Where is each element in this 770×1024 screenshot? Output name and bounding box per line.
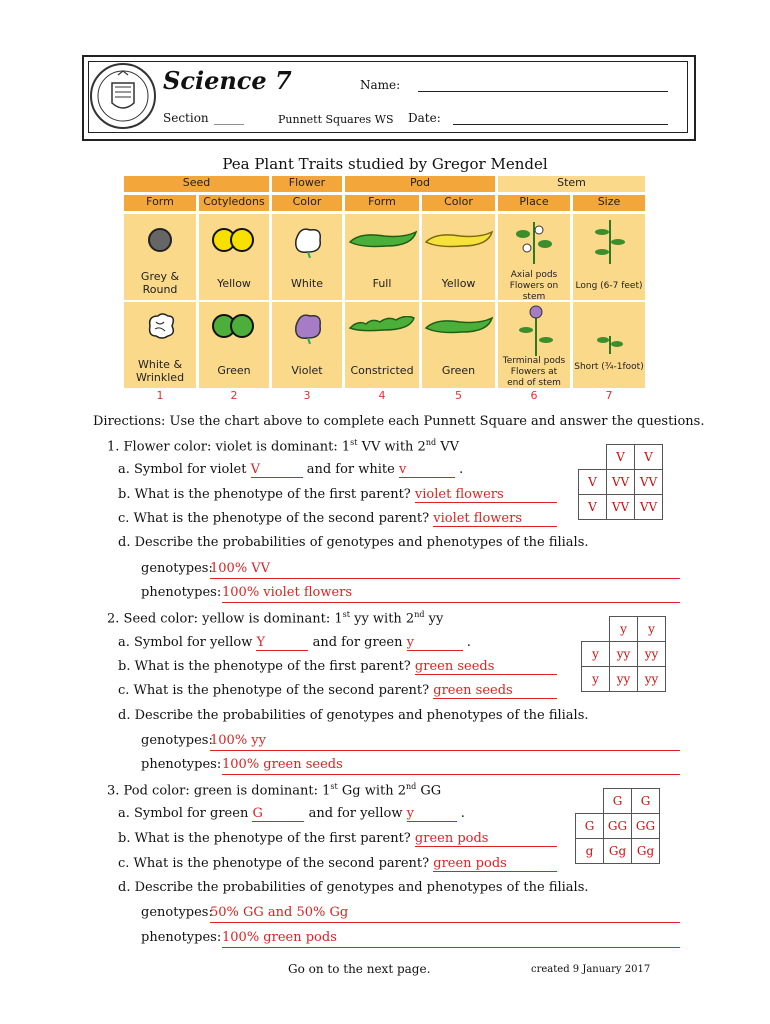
trait-chart bbox=[124, 176, 645, 404]
ps-cell: G bbox=[632, 789, 660, 814]
date-field[interactable] bbox=[453, 124, 668, 125]
trait-number: 4 bbox=[378, 389, 386, 402]
footer-created: created 9 January 2017 bbox=[531, 964, 651, 975]
q1-punnett-square bbox=[578, 444, 663, 520]
ps-cell[interactable]: VV bbox=[635, 495, 663, 520]
q1-c-answer[interactable]: violet flowers bbox=[433, 511, 557, 527]
axial-stem-icon bbox=[509, 218, 559, 266]
ps-cell: G bbox=[576, 814, 604, 839]
q1-white-symbol[interactable]: v bbox=[399, 462, 455, 478]
q3-c-answer[interactable]: green pods bbox=[433, 856, 557, 872]
label-constricted-pod: Constricted bbox=[350, 364, 414, 377]
grey-round-seed-icon bbox=[146, 226, 174, 254]
sub-flower-color: Color bbox=[272, 195, 342, 211]
section-field[interactable]: _____ bbox=[214, 111, 244, 125]
q1-phenotypes-label: phenotypes: bbox=[141, 585, 222, 600]
ps-cell: y bbox=[610, 617, 638, 642]
ps-cell[interactable]: VV bbox=[635, 470, 663, 495]
label-violet-flower: Violet bbox=[291, 364, 323, 377]
q1-d: d. Describe the probabilities of genotypes and phenotypes of the filials. bbox=[118, 535, 589, 550]
label-yellow-cotyledon: Yellow bbox=[217, 277, 251, 290]
violet-flower-icon bbox=[290, 308, 326, 344]
footer-next-page: Go on to the next page. bbox=[288, 962, 431, 976]
trait-number: 7 bbox=[605, 389, 613, 402]
ps-cell: V bbox=[607, 445, 635, 470]
yellow-cotyledon-icon bbox=[210, 226, 258, 254]
sub-place: Place bbox=[498, 195, 570, 211]
q1-b: b. What is the phenotype of the first parent? violet flowers bbox=[118, 487, 557, 503]
ps-cell[interactable]: VV bbox=[607, 470, 635, 495]
q3-d: d. Describe the probabilities of genotypes and phenotypes of the filials. bbox=[118, 880, 589, 895]
ps-cell[interactable]: VV bbox=[607, 495, 635, 520]
ps-cell[interactable]: Gg bbox=[604, 839, 632, 864]
trait-number: 1 bbox=[156, 389, 164, 402]
label-axial: Axial pods Flowers on stem bbox=[509, 270, 559, 302]
q2-heading: 2. Seed color: yellow is dominant: 1st yy with 2nd yy bbox=[107, 610, 444, 627]
date-label: Date: bbox=[408, 111, 441, 125]
label-green-pod: Green bbox=[441, 364, 476, 377]
ps-cell: y bbox=[582, 667, 610, 692]
ps-cell: V bbox=[579, 470, 607, 495]
terminal-stem-icon bbox=[514, 304, 558, 358]
q1-heading: 1. Flower color: violet is dominant: 1st VV with 2nd VV bbox=[107, 438, 460, 455]
q1-violet-symbol[interactable]: V bbox=[251, 462, 303, 478]
sub-cotyledons: Cotyledons bbox=[199, 195, 269, 211]
group-seed: Seed bbox=[124, 176, 269, 192]
q2-b-answer[interactable]: green seeds bbox=[415, 659, 557, 675]
worksheet-name: Punnett Squares WS bbox=[278, 113, 394, 126]
ps-cell[interactable]: yy bbox=[638, 667, 666, 692]
ps-cell[interactable]: yy bbox=[638, 642, 666, 667]
group-pod: Pod bbox=[345, 176, 495, 192]
label-short: Short (¾-1foot) bbox=[574, 362, 644, 372]
white-flower-icon bbox=[290, 222, 326, 258]
ps-cell[interactable]: yy bbox=[610, 642, 638, 667]
q2-green-symbol[interactable]: y bbox=[407, 635, 463, 651]
page-title: Science 7 bbox=[163, 66, 292, 95]
ps-cell[interactable]: Gg bbox=[632, 839, 660, 864]
q2-c-answer[interactable]: green seeds bbox=[433, 683, 557, 699]
q3-b: b. What is the phenotype of the first parent? green pods bbox=[118, 831, 557, 847]
directions: Directions: Use the chart above to complete each Punnett Square and answer the questions. bbox=[93, 414, 705, 429]
label-full-pod: Full bbox=[372, 277, 392, 290]
name-field[interactable] bbox=[418, 91, 668, 92]
chart-row-divider bbox=[124, 300, 645, 302]
ps-cell[interactable]: yy bbox=[610, 667, 638, 692]
q3-phenotypes-answer[interactable]: 100% green pods bbox=[222, 930, 680, 948]
sub-pod-color: Color bbox=[422, 195, 495, 211]
q2-yellow-symbol[interactable]: Y bbox=[256, 635, 308, 651]
sub-size: Size bbox=[573, 195, 645, 211]
group-stem: Stem bbox=[498, 176, 645, 192]
q1-a: a. Symbol for violet V and for white v . bbox=[118, 462, 464, 477]
q2-phenotypes-label: phenotypes: bbox=[141, 757, 222, 772]
trait-number: 3 bbox=[303, 389, 311, 402]
long-stem-icon bbox=[590, 218, 630, 266]
sub-pod-form: Form bbox=[345, 195, 419, 211]
short-stem-icon bbox=[594, 332, 626, 356]
q3-genotypes-answer[interactable]: 50% GG and 50% Gg bbox=[210, 905, 680, 923]
group-flower: Flower bbox=[272, 176, 342, 192]
label-yellow-pod: Yellow bbox=[441, 277, 476, 290]
q2-phenotypes-answer[interactable]: 100% green seeds bbox=[222, 757, 680, 775]
q3-punnett-square bbox=[575, 788, 660, 864]
sub-form: Form bbox=[124, 195, 196, 211]
q2-b: b. What is the phenotype of the first parent? green seeds bbox=[118, 659, 557, 675]
trait-number: 2 bbox=[230, 389, 238, 402]
ps-cell: g bbox=[576, 839, 604, 864]
wrinkled-seed-icon bbox=[144, 310, 176, 340]
label-white-flower: White bbox=[291, 277, 323, 290]
name-label: Name: bbox=[360, 78, 401, 92]
q1-genotypes-answer[interactable]: 100% VV bbox=[210, 561, 680, 579]
full-pod-icon bbox=[348, 230, 418, 252]
ps-cell: V bbox=[579, 495, 607, 520]
school-seal-icon bbox=[88, 61, 158, 131]
label-green-cotyledon: Green bbox=[217, 364, 251, 377]
q3-b-answer[interactable]: green pods bbox=[415, 831, 557, 847]
ps-cell[interactable]: GG bbox=[632, 814, 660, 839]
label-long: Long (6-7 feet) bbox=[575, 281, 643, 291]
q2-c: c. What is the phenotype of the second parent? green seeds bbox=[118, 683, 557, 699]
ps-cell: G bbox=[604, 789, 632, 814]
ps-cell: V bbox=[635, 445, 663, 470]
q3-heading: 3. Pod color: green is dominant: 1st Gg with 2nd GG bbox=[107, 782, 442, 799]
q3-c: c. What is the phenotype of the second parent? green pods bbox=[118, 856, 557, 872]
trait-number: 6 bbox=[530, 389, 538, 402]
green-pod-icon bbox=[424, 316, 494, 338]
ps-cell: y bbox=[582, 642, 610, 667]
q3-a: a. Symbol for green G and for yellow y . bbox=[118, 806, 465, 821]
chart-title: Pea Plant Traits studied by Gregor Mendel bbox=[222, 155, 548, 173]
q2-punnett-square bbox=[581, 616, 666, 692]
q1-c: c. What is the phenotype of the second parent? violet flowers bbox=[118, 511, 557, 527]
q2-d: d. Describe the probabilities of genotypes and phenotypes of the filials. bbox=[118, 708, 589, 723]
q2-genotypes-label: genotypes: bbox=[141, 733, 213, 748]
q3-genotypes-label: genotypes: bbox=[141, 905, 213, 920]
q1-phenotypes-answer[interactable]: 100% violet flowers bbox=[222, 585, 680, 603]
trait-number: 5 bbox=[455, 389, 462, 402]
constricted-pod-icon bbox=[348, 316, 418, 338]
q3-phenotypes-label: phenotypes: bbox=[141, 930, 222, 945]
q3-yellow-symbol[interactable]: y bbox=[407, 806, 457, 822]
label-grey-round: Grey & Round bbox=[140, 270, 180, 296]
q1-genotypes-label: genotypes: bbox=[141, 561, 213, 576]
yellow-pod-icon bbox=[424, 230, 494, 252]
q1-b-answer[interactable]: violet flowers bbox=[415, 487, 557, 503]
q3-green-symbol[interactable]: G bbox=[252, 806, 304, 822]
ps-cell[interactable]: GG bbox=[604, 814, 632, 839]
section-label: Section bbox=[163, 111, 209, 125]
ps-cell: y bbox=[638, 617, 666, 642]
green-cotyledon-icon bbox=[210, 312, 258, 340]
q2-a: a. Symbol for yellow Y and for green y . bbox=[118, 635, 471, 650]
q2-genotypes-answer[interactable]: 100% yy bbox=[210, 733, 680, 751]
label-terminal: Terminal pods Flowers at end of stem bbox=[502, 356, 566, 388]
label-white-wrinkled: White & Wrinkled bbox=[135, 358, 185, 384]
